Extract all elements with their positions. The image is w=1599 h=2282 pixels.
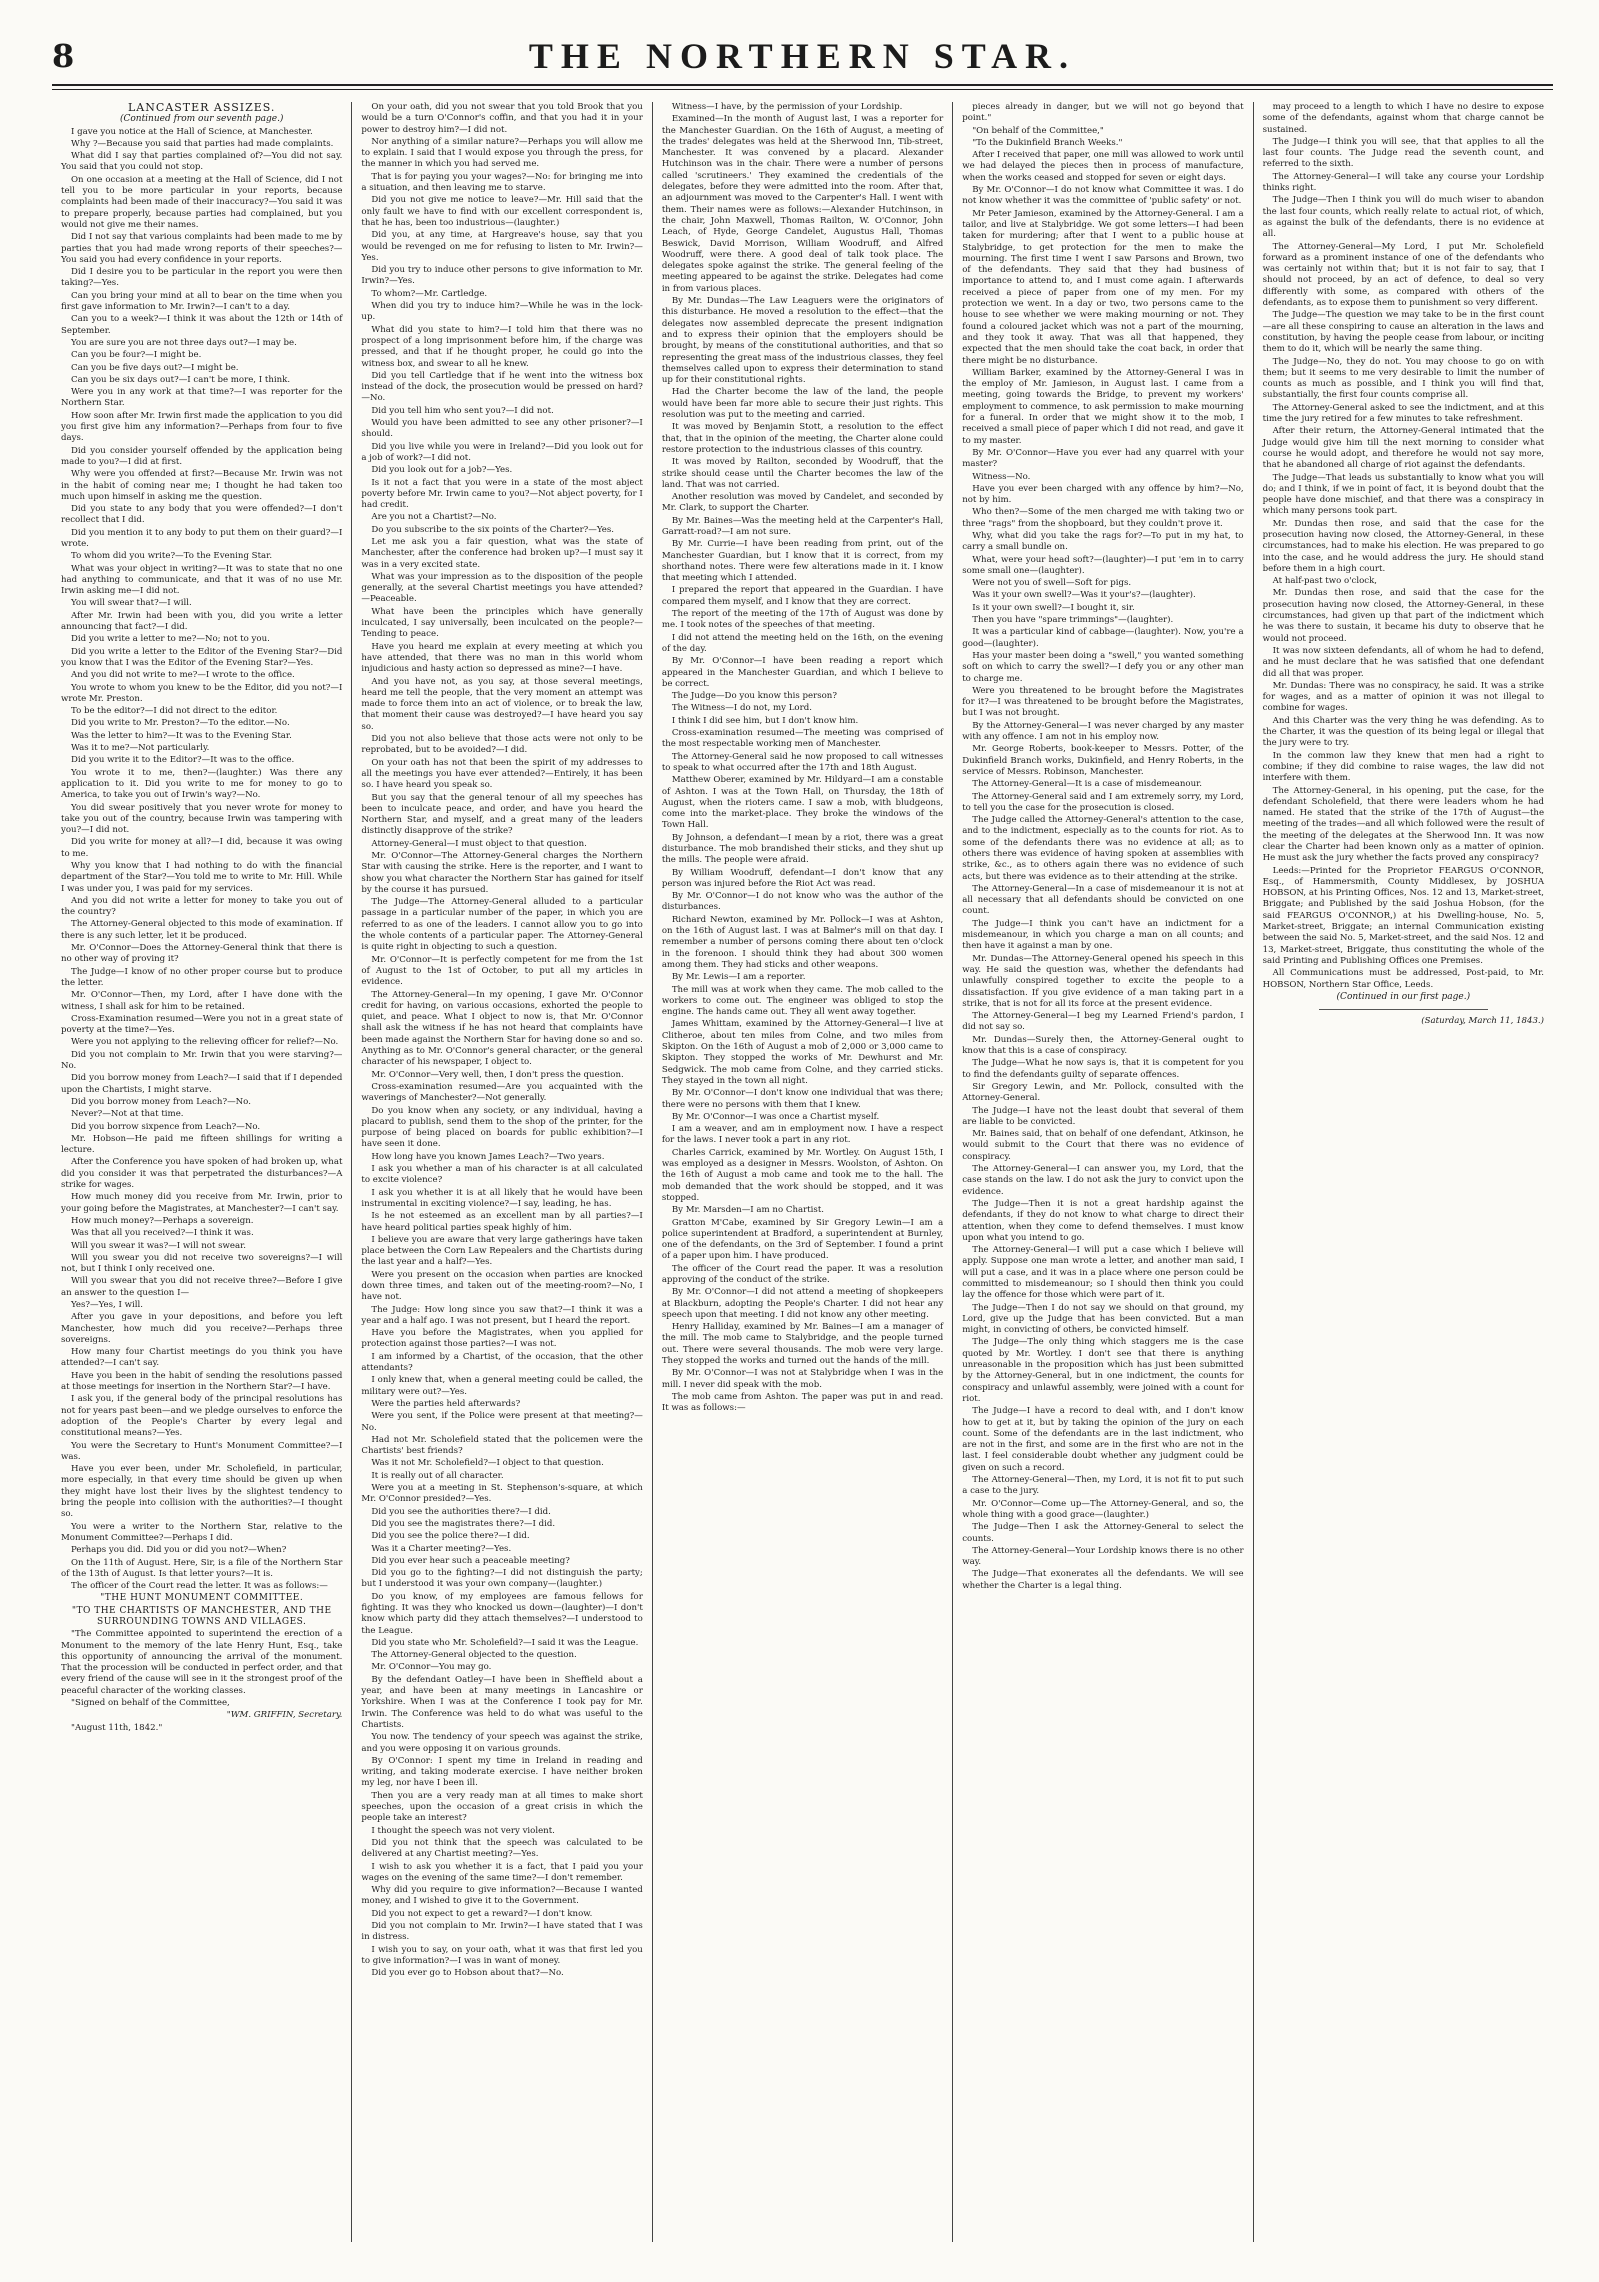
paragraph: Can you be five days out?—I might be.: [71, 362, 239, 373]
paragraph: It was a particular kind of cabbage—(laughter). Now, you're a good—(laughter).: [962, 627, 1244, 649]
paragraph: Did you write a letter to me?—No; not to you.: [71, 634, 270, 645]
paragraph: Did you tell him who sent you?—I did not.: [371, 405, 554, 416]
paragraph: By Mr. O'Connor—I have been reading a report which appeared in the Manchester Guardian, and which I believe to be correct.: [661, 656, 944, 689]
paragraph: Did I not say that various complaints had been made to me by parties that you had made wrong reports of their speeches?—You said you had every confidence in your reports.: [61, 232, 343, 265]
paragraph: The Attorney-General—In a case of misdemeanour it is not at all necessary that all defendants should be convicted on one count.: [962, 883, 1244, 917]
paragraph: And you have not, as you say, at those several meetings, heard me tell the people, that the very moment an attempt was made to force them into an act of violence, or to break the law, that moment their cause was destroyed?—I have heard you say so.: [361, 676, 643, 732]
paragraph: Matthew Oberer, examined by Mr. Hildyard—I am a constable of Ashton. I was at the Town Hall, on Thursday, the 18th of August, when the rioters came. I saw a mob, with bludgeons, come into the market-place. They broke the windows of the Town Hall.: [661, 775, 944, 831]
paragraph: Mr. Baines said, that on behalf of one defendant, Atkinson, he would submit to the Court that there was no evidence of conspiracy.: [962, 1129, 1244, 1162]
paragraph: It was moved by Benjamin Stott, a resolution to the effect that, that in the opinion of the meeting, the Charter alone could restore protection to the industrious classes of this country.: [661, 422, 944, 455]
column-fade: [953, 2202, 1252, 2242]
paragraph: Did you write to Mr. Preston?—To the editor.—No.: [71, 718, 290, 729]
paragraph: You wrote to whom you knew to be the Editor, did you not?—I wrote Mr. Preston.: [61, 682, 343, 704]
paragraph: It is really out of all character.: [371, 1470, 504, 1481]
paragraph: By Mr. Lewis—I am a reporter.: [671, 972, 806, 983]
paragraph: Did you ever hear such a peaceable meeting?: [371, 1555, 570, 1566]
column-3: [653, 102, 953, 2242]
paragraph: "To the Dukinfield Branch Weeks.": [972, 137, 1123, 148]
paragraph: The Attorney-General said and I am extremely sorry, my Lord, to tell you the case for the prosecution is closed.: [962, 791, 1244, 813]
paragraph: The Judge: How long since you saw that?—I think it was a year and a half ago. I was not present, but I heard the report.: [361, 1304, 643, 1326]
paragraph: By the Attorney-General—I was never charged by any master with any offence. I am not in his employ now.: [962, 720, 1244, 743]
paragraph: Attorney-General—I must object to that question.: [371, 838, 587, 849]
paragraph: It was moved by Railton, seconded by Woodruff, that the strike should cease until the Charter becomes the law of the land. That was not carried.: [661, 457, 944, 490]
paragraph: By Mr. O'Connor—I did not attend a meeting of shopkeepers at Blackburn, adopting the People's Charter. I did not hear any speech upon that meeting. I did not know any other meeting.: [661, 1287, 944, 1320]
paragraph: Were you at a meeting in St. Stephenson's-square, at which Mr. O'Connor presided?—Yes.: [361, 1483, 643, 1505]
paragraph: Did you borrow money from Leach?—I said that if I depended upon the Chartists, I might starve.: [61, 1073, 343, 1095]
paragraph: By Mr. O'Connor—I was once a Chartist myself.: [671, 1111, 880, 1122]
paragraph: What was your object in writing?—It was to state that no one had anything to communicate, and that it was of no use Mr. Irwin asking me—I did not.: [61, 563, 343, 597]
paragraph: Why you know that I had nothing to do with the financial department of the Star?—You told me to write to Mr. Hill. While I was under you, I was paid for my services.: [61, 861, 343, 894]
paragraph: The Attorney-General—In my opening, I gave Mr. O'Connor credit for having, on various occasions, exhorted the people to quiet, and peace. What I object to now is, that Mr. O'Connor shall ask the witness if he has not heard that complaints have been made against the Northern Star for having done so and so. Anything as to Mr. O'Connor's general character, or the general character of his newspaper, I object to.: [361, 989, 643, 1068]
paragraph: The Judge—The only thing which staggers me is the case quoted by Mr. Wortley. I don't see that there is anything unreasonable in the proposition which has just been submitted by the Attorney-General, but in one indictment, the counts for conspiracy and unlawful assembly, were joined with a count for riot.: [962, 1337, 1244, 1404]
paragraph: The Attorney-General, in his opening, put the case, for the defendant Scholefield, that there were leaders whom he had named. He stated that the strike of the 17th of August—the meeting of the trades—and all which followed were the result of the meeting of the delegates at the Sherwood Inn. It was now clear the Charter had been known only as a matter of opinion. He must ask the jury whether the facts proved any conspiracy?: [1262, 785, 1545, 864]
paragraph: Why, what did you take the rags for?—To put in my hat, to carry a small bundle on.: [962, 530, 1244, 553]
paragraph: Mr. O'Connor—Does the Attorney-General think that there is no other way of proving it?: [61, 943, 343, 965]
paragraph: What did you state to him?—I told him that there was no prospect of a long imprisonment before him, if the charge was pressed, and that if he thought proper, he could go into the witness box, and swear to all he knew.: [361, 324, 643, 369]
paragraph: Did you go to the fighting?—I did not distinguish the party; but I understood it was your own company—(laughter.): [361, 1568, 643, 1590]
paragraph: By Mr. O'Connor—I don't know one individual that was there; there were no persons with them that I knew.: [661, 1088, 944, 1110]
paragraph: Was it to me?—Not particularly.: [71, 743, 210, 754]
paragraph: The Attorney-General—I will put a case which I believe will apply. Suppose one man wrote a letter, and another man said, I will put a case, and it was in a place where one person could be committed to misdemeanour; so I should then think you could lay the offence for those which were part of it.: [962, 1245, 1244, 1301]
paragraph: The Judge—The Attorney-General alluded to a particular passage in a particular number of the paper, in which you are referred to as one of the leaders. I cannot allow you to go into the whole contents of a particular paper. The Attorney-General is quite right in objecting to such a question.: [361, 897, 643, 953]
paragraph: You will swear that?—I will.: [71, 598, 192, 609]
paragraph: The Judge—That leads us substantially to know what you will do; and I think, if we in point of fact, it is beyond doubt that the people have done mischief, and that there was a conspiracy in which many persons took part.: [1262, 472, 1545, 517]
monument-notice-date: "August 11th, 1842.": [71, 1722, 163, 1733]
paragraph: Mr. O'Connor—Come up—The Attorney-General, and so, the whole thing with a good grace—(laughter.): [962, 1498, 1244, 1520]
paragraph: Will you swear that you did not receive three?—Before I give an answer to the question I—: [61, 1276, 343, 1298]
paragraph: By Mr. O'Connor—I do not know what Committee it was. I do not know whether it was the committee of 'public safety' or not.: [962, 185, 1244, 207]
paragraph: By Mr. Dundas—The Law Leaguers were the originators of this disturbance. He moved a resolution to the effect—that the delegates now assembled deprecate the present indignation and to express their opinion that the employers should be brought, by means of the constitutional authorities, and that so representing the great mass of the industrious classes, they feel themselves called upon to express their determination to stand up for their constitutional rights.: [661, 296, 944, 386]
column-fade: [653, 2202, 952, 2242]
paragraph: Was that all you received?—I think it was.: [71, 1228, 254, 1239]
paragraph: Had not Mr. Scholefield stated that the policemen were the Chartists' best friends?: [361, 1434, 643, 1457]
paragraph: The Attorney-General objected to this mode of examination. If there is any such letter, let it be produced.: [61, 919, 343, 941]
paragraph: Did you look out for a job?—Yes.: [371, 465, 513, 476]
paragraph: I prepared the report that appeared in the Guardian. I have compared them myself, and I know that they are correct.: [661, 585, 944, 607]
paragraph: Were you in any work at that time?—I was reporter for the Northern Star.: [61, 387, 343, 409]
paragraph: The Judge called the Attorney-General's attention to the case, and to the indictment, especially as to the counts for riot. As to some of the defendants there was no evidence at all; as to others there was evidence of having spoken at assemblies with strike, &c., as to others again there was no evidence of such acts, but there was evidence as to their attending at the strike.: [962, 815, 1244, 882]
paragraph: I only knew that, when a general meeting could be called, the military were out?—Yes.: [361, 1375, 643, 1397]
paragraph: Did you see the authorities there?—I did.: [371, 1506, 551, 1517]
paragraph: Mr. Dundas—Surely then, the Attorney-General ought to know that this is a case of conspiracy.: [962, 1034, 1244, 1057]
paragraph: Mr. O'Connor—It is perfectly competent for me from the 1st of August to the 1st of October, to put all my articles in evidence.: [361, 954, 643, 988]
paragraph: What did I say that parties complained of?—You did not say. You said that you could not stop.: [61, 151, 343, 173]
paragraph: Leeds:—Printed for the Proprietor FEARGUS O'CONNOR, Esq., of Hammersmith, County Middlesex, by JOSHUA HOBSON, at his Printing Offices, Nos. 12 and 13, Market-street, Briggate; and Published by the said Joshua Hobson, (for the said FEARGUS O'CONNOR,) at his Dwelling-house, No. 5, Market-street, Briggate; an internal Communication existing between the said No. 5, Market-street, and the said Nos. 12 and 13, Market-street, Briggate, thus constituting the whole of the said Printing and Publishing Offices one Premises.: [1262, 865, 1545, 966]
paragraph: The Judge—I think you will see, that that applies to all the last four counts. The Judge read the seventh count, and referred to the sixth.: [1262, 136, 1545, 170]
paragraph: Did you see the magistrates there?—I did.: [371, 1518, 556, 1529]
paragraph: Charles Carrick, examined by Mr. Wortley. On August 15th, I was employed as a designer in Messrs. Woolston, of Ashton. On the 16th of August a mob came and took me to the hall. The mob demanded that the work should be stopped, and it was stopped.: [661, 1147, 944, 1203]
paragraph: Mr. O'Connor—The Attorney-General charges the Northern Star with causing the strike. Here is the reporter, and I want to show you what character the Northern Star has gained for itself by the course it has pursued.: [361, 851, 643, 895]
paragraph: Do you know when any society, or any individual, having a placard to publish, send them to the shop of the printer, for the purpose of being placed on boards for public exhibition?—I have seen it done.: [361, 1105, 643, 1150]
paragraph: At half-past two o'clock,: [1272, 576, 1378, 587]
paragraph: Mr. Dundas then rose, and said that the case for the prosecution having now closed, the Attorney-General, in these circumstances, had given up that part of the indictment which he was there to sustain, it became his duty to observe that he would not proceed.: [1262, 588, 1545, 644]
paragraph: Did you not complain to Mr. Irwin that you were starving?—No.: [61, 1049, 343, 1072]
paragraph: Were not you of swell—Soft for pigs.: [972, 578, 1132, 589]
paragraph: In the common law they knew that men had a right to combine; if they did combine to raise wages, the law did not interfere with them.: [1262, 750, 1545, 784]
paragraph: Have you ever been charged with any offence by him?—No, not by him.: [962, 483, 1244, 506]
paragraph: By the defendant Oatley—I have been in Sheffield about a year, and have been at many meetings in Lancashire or Yorkshire. When I was at the Conference I took pay for Mr. Irwin. The Conference was held to do what was useful to the Chartists.: [361, 1674, 643, 1730]
paragraph: I ask you whether a man of his character is at all calculated to excite violence?: [361, 1164, 643, 1186]
paragraph: How much money?—Perhaps a sovereign.: [71, 1215, 254, 1226]
paragraph: What have been the principles which have generally inculcated, I say universally, been inculcated on the people?—Tending to peace.: [361, 606, 643, 640]
paragraph: Who then?—Some of the men charged me with taking two or three "rags" from the shopboard, but they couldn't prove it.: [962, 507, 1244, 529]
paragraph: James Whittam, examined by the Attorney-General—I live at Clitheroe, about ten miles from Colne, and two miles from Skipton. On the 16th of August a mob of 2,000 or 3,000 came to Skipton. They stopped the works of Mr. Dewhurst and Mr. Sedgwick. The mob came from Colne, and they carried sticks. They stayed in the town all night.: [661, 1019, 944, 1086]
paragraph: The Attorney-General—It is a case of misdemeanour.: [972, 779, 1203, 790]
paragraph: Do you know, of my employees are famous fellows for fighting. It was they who knocked us down—(laughter)—I don't know which party did they attach themselves?—I understood to the League.: [361, 1591, 643, 1636]
paragraph: After you gave in your depositions, and before you left Manchester, how much did you receive?—Perhaps three sovereigns.: [61, 1312, 343, 1345]
paragraph: Can you be four?—I might be.: [71, 350, 202, 361]
paragraph: Were you not applying to the relieving officer for relief?—No.: [71, 1037, 339, 1048]
paragraph: Why ?—Because you said that parties had made complaints.: [71, 138, 334, 149]
paragraph: Have you heard me explain at every meeting at which you have attended, that there was no man in this world whom injudicious and hasty action so depressed as mine?—I have.: [361, 641, 643, 675]
paragraph: The Attorney-General asked to see the indictment, and at this time the jury retired for a few minutes to take refreshment.: [1262, 402, 1545, 425]
paragraph: I wish to ask you whether it is a fact, that I paid you your wages on the evening of the same time?—I don't remember.: [361, 1861, 643, 1883]
paragraph: Examined—In the month of August last, I was a reporter for the Manchester Guardian. On the 16th of August, a meeting of the trades' delegates was held at the Sherwood Inn, Tib-street, Manchester. It was convened by a placard. Alexander Hutchinson was in the chair. There were a number of persons called 'scrutineers.' They examined the credentials of the delegates, before they were admitted into the room. After that, an adjournment was moved to the Carpenter's Hall. I went with them. Their names were as follows:—Alexander Hutchinson, in the chair, John Maxwell, Thomas Railton, W. O'Connor, John Leach, of Hyde, George Candelet, Augustus Hall, Thomas Beswick, David Morrison, William Woodruff, and Alfred Woodruff, were there. A good deal of talk took place. The delegates spoke against the strike. The general feeling of the meeting appeared to be against the strike. Delegates had come in from various places.: [661, 114, 944, 294]
paragraph: I think I did see him, but I don't know him.: [671, 715, 859, 726]
paragraph: Have you ever been, under Mr. Scholefield, in particular, more especially, in that every time should be given up when they might have lost their lives by the slightest tendency to bring the people into collision with the authorities?—I thought so.: [61, 1464, 343, 1520]
paragraph: And you did not write to me?—I wrote to the office.: [71, 670, 295, 681]
paragraph: The Judge—No, they do not. You may choose to go on with them; but it seems to me very desirable to limit the number of counts as much as possible, and I think you will find that, substantially, the first four counts comprise all.: [1262, 356, 1545, 401]
paragraph: The Judge—I think you can't have an indictment for a misdemeanour, in which you charge a man on all counts; and then have it against a man by one.: [962, 918, 1244, 952]
paragraph: By Mr. O'Connor—Have you ever had any quarrel with your master?: [962, 447, 1244, 470]
paragraph: Let me ask you a fair question, what was the state of Manchester, after the conference had broken up?—I must say it was in a very excited state.: [361, 536, 643, 570]
column-2-body: [361, 102, 642, 1980]
paragraph: I ask you, if the general body of the principal resolutions has not for years past been—and we pledge ourselves to enforce the adoption of the People's Charter by every legal and constitutional means?—Yes.: [61, 1394, 343, 1439]
section-subheading: (Continued from our seventh page.): [119, 114, 284, 125]
paragraph: The Judge—Then it is not a great hardship against the defendants, if they do not know to what charge to direct their attention, when they come to defend themselves. I must know upon what you intend to go.: [962, 1198, 1244, 1243]
paragraph: Henry Halliday, examined by Mr. Baines—I am a manager of the mill. The mob came to Stalybridge, and the people turned out. There were several thousands. The mob were very large. They stopped the works and turned out the hands of the mill.: [661, 1322, 944, 1367]
continued-note: (Continued in our first page.): [1336, 991, 1471, 1002]
paragraph: To whom did you write?—To the Evening Star.: [71, 551, 273, 562]
paragraph: You are sure you are not three days out?—I may be.: [71, 337, 297, 348]
paragraph: Will you swear it was?—I will not swear.: [71, 1240, 247, 1251]
paragraph: Then you are a very ready man at all times to make short speeches, upon the occasion of a great crisis in which the people take an interest?: [361, 1790, 643, 1824]
paragraph: On your oath, did you not swear that you told Brook that you would be a turn O'Connor's coffin, and that you had it in your power to destroy him?—I did not.: [361, 102, 643, 135]
paragraph: Yes?—Yes, I will.: [71, 1299, 143, 1310]
paragraph: Can you bring your mind at all to bear on the time when you first gave information to Mr. Irwin?—I can't to a day.: [61, 290, 343, 313]
paragraph: What was your impression as to the disposition of the people generally, at the several Chartist meetings you have attended?—Peaceable.: [361, 571, 643, 605]
paragraph: I am a weaver, and am in employment now. I have a respect for the laws. I never took a part in any riot.: [661, 1124, 944, 1146]
paragraph: You were a writer to the Northern Star, relative to the Monument Committee?—Perhaps I did.: [61, 1521, 343, 1543]
monument-notice-signed: "Signed on behalf of the Committee,: [71, 1698, 230, 1709]
paragraph: By Mr. O'Connor—I do not know who was the author of the disturbances.: [661, 891, 944, 913]
paragraph: By O'Connor: I spent my time in Ireland in reading and writing, and taking moderate exercise. I have neither broken my leg, nor have I been ill.: [361, 1755, 643, 1789]
monument-notice-address: "TO THE CHARTISTS OF MANCHESTER, AND THE SURROUNDING TOWNS AND VILLAGES.: [71, 1605, 332, 1627]
section-heading: LANCASTER ASSIZES.: [128, 102, 276, 114]
paragraph: That is for paying you your wages?—No: for bringing me into a situation, and then leaving me to starve.: [361, 171, 643, 194]
paragraph: The mob came from Ashton. The paper was put in and read. It was as follows:—: [661, 1391, 944, 1414]
column-fade: [52, 2202, 351, 2242]
paragraph: The Judge—I know of no other proper course but to produce the letter.: [61, 966, 343, 988]
monument-notice-name: "WM. GRIFFIN, Secretary.: [226, 1710, 343, 1721]
paragraph: pieces already in danger, but we will not go beyond that point.": [962, 102, 1244, 124]
paragraph: Nor anything of a similar nature?—Perhaps you will allow me to explain. I said that I would expose you through the press, for the manner in which you had served me.: [361, 136, 643, 170]
paragraph: Mr. Dundas then rose, and said that the case for the prosecution having now closed, the Attorney-General, in these circumstances, had to make his election. He was prepared to go into the case, and he would address the jury. He should stand before them in a high court.: [1262, 518, 1545, 574]
paragraph: Mr. Dundas—The Attorney-General opened his speech in this way. He said the question was, whether the defendants had unlawfully conspired together to excite the people to a dissatisfaction. If you give evidence of a man taking part in a strike, that is not for all its force at the present evidence.: [962, 953, 1244, 1009]
paragraph: The Attorney-General objected to the question.: [371, 1650, 577, 1661]
paragraph: The officer of the Court read the letter. It was as follows:—: [71, 1581, 328, 1592]
paragraph: You did swear positively that you never wrote for money to take you out of the country, because Irwin was tampering with you?—I did not.: [61, 802, 343, 836]
paragraph: Did you not think that the speech was calculated to be delivered at any Chartist meeting?—Yes.: [361, 1837, 643, 1860]
paragraph: Cross-examination resumed—The meeting was comprised of the most respectable working men of Manchester.: [661, 728, 944, 750]
paragraph: Did you see the police there?—I did.: [371, 1531, 530, 1542]
paragraph: Can you to a week?—I think it was about the 12th or 14th of September.: [61, 314, 343, 336]
paragraph: Did you tell Cartledge that if he went into the witness box instead of the dock, the prosecution would be pressed on hard?—No.: [361, 370, 643, 404]
newspaper-title: THE NORTHERN STAR.: [528, 36, 1077, 76]
paragraph: You wrote it to me, then?—(laughter.) Was there any application to it. Did you write to me for money to go to America, to take you out of Irwin's way?—No.: [61, 767, 343, 801]
paragraph: Mr. George Roberts, book-keeper to Messrs. Potter, of the Dukinfield Branch works, Dukinfield, and Henry Roberts, in the service of Messrs. Robinson, Manchester.: [962, 744, 1244, 777]
paragraph: All Communications must be addressed, Post-paid, to Mr. HOBSON, Northern Star Office, Leeds.: [1262, 968, 1545, 990]
paragraph: You were the Secretary to Hunt's Monument Committee?—I was.: [61, 1440, 343, 1462]
paragraph: The Judge—I have not the least doubt that several of them are liable to be convicted.: [962, 1105, 1244, 1127]
masthead: [52, 34, 1553, 86]
paragraph: Did you not expect to get a reward?—I don't know.: [371, 1908, 593, 1919]
paragraph: What, were your head soft?—(laughter)—I put 'em in to carry some small one—(laughter).: [962, 554, 1244, 576]
paragraph: Mr. Dundas: There was no conspiracy, he said. It was a strike for wages, and as a matter of opinion it was not illegal to combine for wages.: [1262, 680, 1545, 714]
paragraph: Never?—Not at that time.: [71, 1109, 184, 1120]
column-2: [352, 102, 652, 2242]
paragraph: Can you be six days out?—I can't be more, I think.: [71, 374, 291, 385]
paragraph: I believe you are aware that very large gatherings have taken place between the Corn Law Repealers and the Chartists during the last year and a half?—Yes.: [361, 1234, 643, 1268]
column-1-body: [61, 127, 342, 1593]
monument-notice-title: "THE HUNT MONUMENT COMMITTEE.: [100, 1593, 304, 1604]
paragraph: The report of the meeting of the 17th of August was done by me. I took notes of the speeches of that meeting.: [661, 609, 944, 631]
paragraph: The Attorney-General—My Lord, I put Mr. Scholefield forward as a prominent instance of one of the defendants who was certainly not within that; but it is not fair to say, that I should not proceed, by an act of defence, to deal so very differently with some, as compared with others of the defendants, as to expose them to punishment so very different.: [1262, 241, 1545, 309]
paragraph: Witness—I have, by the permission of your Lordship.: [671, 102, 903, 112]
paragraph: Did you write for money at all?—I did, because it was owing to me.: [61, 837, 343, 859]
paragraph: Sir Gregory Lewin, and Mr. Pollock, consulted with the Attorney-General.: [962, 1081, 1244, 1104]
paragraph: I gave you notice at the Hall of Science, at Manchester.: [71, 126, 313, 137]
paragraph: Did you ever go to Hobson about that?—No.: [371, 1968, 564, 1979]
paragraph: Did you not give me notice to leave?—Mr. Hill said that the only fault we have to find with our excellent correspondent is, that he has, been too industrious—(laughter.): [361, 195, 643, 228]
paragraph: You now. The tendency of your speech was against the strike, and you were opposing it on various grounds.: [361, 1732, 643, 1754]
paragraph: Mr. O'Connor—Very well, then, I don't press the question.: [371, 1069, 624, 1080]
paragraph: Were the parties held afterwards?: [371, 1398, 521, 1409]
paragraph: How many four Chartist meetings do you think you have attended?—I can't say.: [61, 1347, 343, 1369]
paragraph: By Johnson, a defendant—I mean by a riot, there was a great disturbance. The mob brandished their sticks, and they shut up the mills. The people were afraid.: [661, 832, 944, 866]
column-4: [953, 102, 1253, 2242]
paragraph: By Mr. O'Connor—I was not at Stalybridge when I was in the mill. I never did speak with the mob.: [661, 1368, 944, 1390]
paragraph: I thought the speech was not very violent.: [371, 1825, 555, 1836]
paragraph: "On behalf of the Committee,": [972, 125, 1104, 136]
paragraph: Cross-examination resumed—Are you acquainted with the waverings of Manchester?—Not generally.: [361, 1081, 643, 1104]
paragraph: The Judge—I have a record to deal with, and I don't know how to get at it, but by taking the opinion of the jury on each count. Some of the defendants are in the last indictment, who are not in the first, and some are in the first who are not in the last. I feel considerable doubt whether any judgment could be given on such a record.: [962, 1406, 1244, 1473]
column-3-body: [662, 102, 943, 1415]
paragraph: To whom?—Mr. Cartledge.: [371, 288, 488, 299]
paragraph: Did you write a letter to the Editor of the Evening Star?—Did you know that I was the Editor of the Evening Star?—Yes.: [61, 646, 343, 668]
paragraph: Cross-Examination resumed—Were you not in a great state of poverty at the time?—Yes.: [61, 1013, 343, 1036]
paragraph: Then you have "spare trimmings"—(laughter).: [972, 615, 1174, 626]
paragraph: William Barker, examined by the Attorney-General I was in the employ of Mr. Jamieson, in August last. I came from a meeting, going towards the Bridge, to prevent my workers' employment to commence, to ask permission to make mourning for a funeral. In order that we might show it to the mob, I received a small piece of paper which I did not read, and gave it to my master.: [962, 367, 1244, 446]
paragraph: The officer of the Court read the paper. It was a resolution approving of the conduct of the strike.: [661, 1263, 944, 1285]
paragraph: The Witness—I do not, my Lord.: [671, 703, 812, 714]
paragraph: Did you write it to the Editor?—It was to the office.: [71, 755, 295, 766]
paragraph: Was the letter to him?—It was to the Evening Star.: [71, 730, 292, 741]
paragraph: Did you live while you were in Ireland?—Did you look out for a job of work?—I did not.: [361, 441, 643, 463]
paragraph: Why did you require to give information?—Because I wanted money, and I wished to give it to the Government.: [361, 1885, 643, 1907]
paragraph: Mr. O'Connor—Then, my Lord, after I have done with the witness, I shall ask for him to be retained.: [61, 990, 343, 1012]
paragraph: The Judge—Then I do not say we should on that ground, my Lord, give up the Judge that has been convicted. But a man might, in convicting of others, be convicted himself.: [962, 1302, 1244, 1336]
paragraph: I ask you whether it is at all likely that he would have been instrumental in exciting violence?—I say, leading, he has.: [361, 1187, 643, 1209]
paragraph: On one occasion at a meeting at the Hall of Science, did I not tell you to be more particular in your reports, because complaints had been made of their inaccuracy?—You said it was to prepare properly, because parties had complained, but you would not give me their names.: [61, 174, 343, 230]
paragraph: To be the editor?—I did not direct to the editor.: [71, 706, 278, 717]
paragraph: Gratton M'Cabe, examined by Sir Gregory Lewin—I am a police superintendent at Bradford, a superintendent at Burnley, one of the defendants, on the 3rd of September. I found a print of a paper upon him. I have produced.: [661, 1217, 944, 1262]
paragraph: And you did not write a letter for money to take you out of the country?: [61, 895, 343, 918]
paragraph: The Judge—Do you know this person?: [671, 691, 837, 702]
monument-notice-body: "The Committee appointed to superintend the erection of a Monument to the memory of the late Henry Hunt, Esq., take this opportunity of announcing the arrival of the monument. That the procession will be conducted in perfect order, and that every friend of the cause will see in it the strongest proof of the peaceful character of the working classes.: [61, 1629, 343, 1696]
page-number: 8: [52, 37, 75, 75]
paragraph: The Judge—What he now says is, that it is competent for you to find the defendants guilty of separate offences.: [962, 1058, 1244, 1080]
column-1: [52, 102, 352, 2242]
paragraph: Were you present on the occasion when parties are knocked down three times, and taken out of the meeting-room?—No, I have not.: [361, 1269, 643, 1303]
column-4-body: [962, 102, 1243, 1592]
paragraph: Was it a Charter meeting?—Yes.: [371, 1543, 512, 1554]
paragraph: Mr. O'Connor—You may go.: [371, 1662, 492, 1673]
dateline: (Saturday, March 11, 1843.): [1421, 1016, 1545, 1027]
paragraph: Do you subscribe to the six points of the Charter?—Yes.: [371, 524, 615, 535]
paragraph: When did you try to induce him?—While he was in the lock-up.: [361, 301, 643, 323]
paragraph: And this Charter was the very thing he was defending. As to the Charter, it was the question of its being legal or illegal that the jury were to try.: [1262, 715, 1545, 749]
column-5-body: [1263, 102, 1544, 991]
paragraph: Did you state to any body that you were offended?—I don't recollect that I did.: [61, 504, 343, 526]
paragraph: The Attorney-General said he now proposed to call witnesses to speak to what occurred after the 17th and 18th August.: [661, 751, 944, 773]
column-fade: [352, 2202, 651, 2242]
paragraph: By Mr. Marsden—I am no Chartist.: [671, 1205, 825, 1216]
paragraph: Another resolution was moved by Candelet, and seconded by Mr. Clark, to support the Charter.: [661, 492, 944, 514]
paragraph: How much money did you receive from Mr. Irwin, prior to your going before the Magistrates, at Manchester?—I can't say.: [61, 1192, 343, 1214]
paragraph: Did you try to induce other persons to give information to Mr. Irwin?—Yes.: [361, 265, 643, 287]
paragraph: Perhaps you did. Did you or did you not?—When?: [71, 1545, 287, 1556]
masthead-rule: [52, 89, 1553, 90]
paragraph: The Judge—Then I think you will do much wiser to abandon the last four counts, which really relate to actual riot, of which, as against the bulk of the defendants, there is no evidence at all.: [1262, 195, 1545, 240]
paragraph: Was it not Mr. Scholefield?—I object to that question.: [371, 1458, 604, 1469]
paragraph: The Judge—The question we may take to be in the first count—are all these conspiring to cause an alteration in the laws and constitution, by having the people cease from labour, or inciting them to do it, which will be nearly the same thing.: [1262, 310, 1545, 355]
paragraph: After Mr. Irwin had been with you, did you write a letter announcing that fact?—I did.: [61, 610, 343, 633]
paragraph: Are you not a Chartist?—No.: [371, 512, 497, 523]
paragraph: The Attorney-General—I will take any course your Lordship thinks right.: [1262, 171, 1545, 194]
paragraph: Is it not a fact that you were in a state of the most abject poverty before Mr. Irwin came to you?—Not abject poverty, for I had credit.: [361, 477, 643, 511]
paragraph: After their return, the Attorney-General intimated that the Judge would give him till the next morning to consider what course he would adopt, and therefore he would not say more, that he abandoned all charge of riot against the defendants.: [1262, 426, 1545, 471]
paragraph: Will you swear you did not receive two sovereigns?—I will not, but I think I only received one.: [61, 1252, 343, 1275]
paragraph: By William Woodruff, defendant—I don't know that any person was injured before the Riot Act was read.: [661, 867, 944, 889]
paragraph: may proceed to a length to which I have no desire to expose some of the defendants, against whom that charge cannot be sustained.: [1262, 102, 1545, 135]
paragraph: Were you threatened to be brought before the Magistrates for it?—I was threatened to be brought before the Magistrates, but I was not brought.: [962, 685, 1244, 719]
paragraph: I did not attend the meeting held on the 16th, on the evening of the day.: [661, 632, 944, 654]
paragraph: Would you have been admitted to see any other prisoner?—I should.: [361, 418, 643, 440]
paragraph: Has your master been doing a "swell," you wanted something soft on which to carry the swell?—I defy you or any other man to charge me.: [962, 650, 1244, 684]
paragraph: How long have you known James Leach?—Two years.: [371, 1151, 605, 1162]
paragraph: The Attorney-General—Your Lordship knows there is no other way.: [962, 1545, 1244, 1568]
paragraph: Have you before the Magistrates, when you applied for protection against those parties?—I was not.: [361, 1328, 643, 1350]
article-columns: [52, 102, 1553, 2242]
paragraph: After I received that paper, one mill was allowed to work until we had delayed the pieces then in process of manufacture, when the works ceased and stopped for seven or eight days.: [962, 150, 1244, 183]
column-5: [1254, 102, 1553, 2242]
paragraph: How soon after Mr. Irwin first made the application to you did you first give him any information?—Perhaps from four to five days.: [61, 410, 343, 444]
paragraph: The Judge—That exonerates all the defendants. We will see whether the Charter is a legal thing.: [962, 1569, 1244, 1591]
paragraph: But you say that the general tenour of all my speeches has been to inculcate peace, and order, and have you heard the Northern Star, and myself, and a great many of the leaders distinctly disapprove of the strike?: [361, 792, 643, 837]
paragraph: The Attorney-General—Then, my Lord, it is not fit to put such a case to the jury.: [962, 1475, 1244, 1497]
paragraph: The Attorney-General—I can answer you, my Lord, that the case stands on the law. I do not ask the jury to convict upon the evidence.: [962, 1164, 1244, 1197]
paragraph: Did you mention it to any body to put them on their guard?—I wrote.: [61, 527, 343, 549]
paragraph: It was now sixteen defendants, all of whom he had to defend, and he must declare that he was satisfied that one defendant did all that was proper.: [1262, 645, 1545, 679]
paragraph: I am informed by a Chartist, of the occasion, that the other attendants?: [361, 1351, 643, 1374]
paragraph: Did you, at any time, at Hargreave's house, say that you would be revenged on me for refusing to listen to Mr. Irwin?—Yes.: [361, 230, 643, 263]
paragraph: Did I desire you to be particular in the report you were then taking?—Yes.: [61, 267, 343, 289]
paragraph: Richard Newton, examined by Mr. Pollock—I was at Ashton, on the 16th of August last. I was at Balmer's mill on that day. I remember a number of persons coming there about ten o'clock in the forenoon. I should think they had about 300 women among them. They had sticks and other weapons.: [661, 914, 944, 970]
paragraph: On your oath has not that been the spirit of my addresses to all the meetings you have ever attended?—Entirely, it has been so. I have heard you speak so.: [361, 757, 643, 791]
paragraph: Did you consider yourself offended by the application being made to you?—I did at first.: [61, 445, 343, 467]
paragraph: Mr Peter Jamieson, examined by the Attorney-General. I am a tailor, and live at Stalybridge. We got some letters—I had been taken for murdering; after that I went to a public house at Stalybridge, to get protection for the men to make the mourning. The first time I went I saw Parsons and Brown, two of the defendants. They said that they had business of importance to attend to, and I must come again. I afterwards received a piece of paper from one of my men. For my protection we went. In a day or two, two persons came to the house to see whether we were making mourning or not. They found a coloured jacket which was not a part of the mourning, and they took it away. That was all that happened, they expected that the men should take the coat back, in order that there might be no disturbance.: [962, 208, 1244, 366]
paragraph: By Mr. Currie—I have been reading from print, out of the Manchester Guardian, but I know that it is correct, from my shorthand notes. There were few alterations made in it. I know that meeting which I attended.: [661, 539, 944, 584]
paragraph: Did you borrow money from Leach?—No.: [71, 1096, 251, 1107]
paragraph: I wish you to say, on your oath, what it was that first led you to give information?—I was in want of money.: [361, 1944, 643, 1966]
paragraph: The mill was at work when they came. The mob called to the workers to come out. The engineer was obliged to stop the engine. The hands came out. They all went away together.: [661, 984, 944, 1018]
paragraph: On the 11th of August. Here, Sir, is a file of the Northern Star of the 13th of August. Is that letter yours?—It is.: [61, 1557, 343, 1579]
paragraph: Is it your own swell?—I bought it, sir.: [972, 602, 1135, 613]
paragraph: Had the Charter become the law of the land, the people would have been far more able to secure their just rights. This resolution was put to the meeting and carried.: [661, 387, 944, 421]
imprint-divider: [1319, 1009, 1488, 1010]
paragraph: Mr. Hobson—He paid me fifteen shillings for writing a lecture.: [61, 1133, 343, 1156]
paragraph: Were you sent, if the Police were present at that meeting?—No.: [361, 1411, 643, 1433]
paragraph: Witness—No.: [972, 471, 1031, 482]
paragraph: After the Conference you have spoken of had broken up, what did you consider it was that perpetrated the disturbances?—A strike for wages.: [61, 1157, 343, 1191]
paragraph: Have you been in the habit of sending the resolutions passed at those meetings for insertion in the Northern Star?—I have.: [61, 1370, 343, 1393]
paragraph: Is he not esteemed as an excellent man by all parties?—I have heard political parties speak highly of him.: [361, 1211, 643, 1233]
paragraph: By Mr. Baines—Was the meeting held at the Carpenter's Hall, Garratt-road?—I am not sure.: [661, 515, 944, 537]
paragraph: Did you not complain to Mr. Irwin?—I have stated that I was in distress.: [361, 1921, 643, 1943]
paragraph: Why were you offended at first?—Because Mr. Irwin was not in the habit of coming near me; I thought he had taken too much upon himself in asking me the question.: [61, 469, 343, 502]
paragraph: Did you not also believe that those acts were not only to be reprobated, but to be avoided?—I did.: [361, 734, 643, 756]
paragraph: The Judge—Then I ask the Attorney-General to select the counts.: [962, 1522, 1244, 1544]
paragraph: Did you borrow sixpence from Leach?—No.: [71, 1121, 261, 1132]
paragraph: Did you state who Mr. Scholefield?—I said it was the League.: [371, 1637, 639, 1648]
paragraph: The Attorney-General—I beg my Learned Friend's pardon, I did not say so.: [962, 1011, 1244, 1033]
paragraph: Was it your own swell?—Was it your's?—(laughter).: [972, 590, 1196, 601]
